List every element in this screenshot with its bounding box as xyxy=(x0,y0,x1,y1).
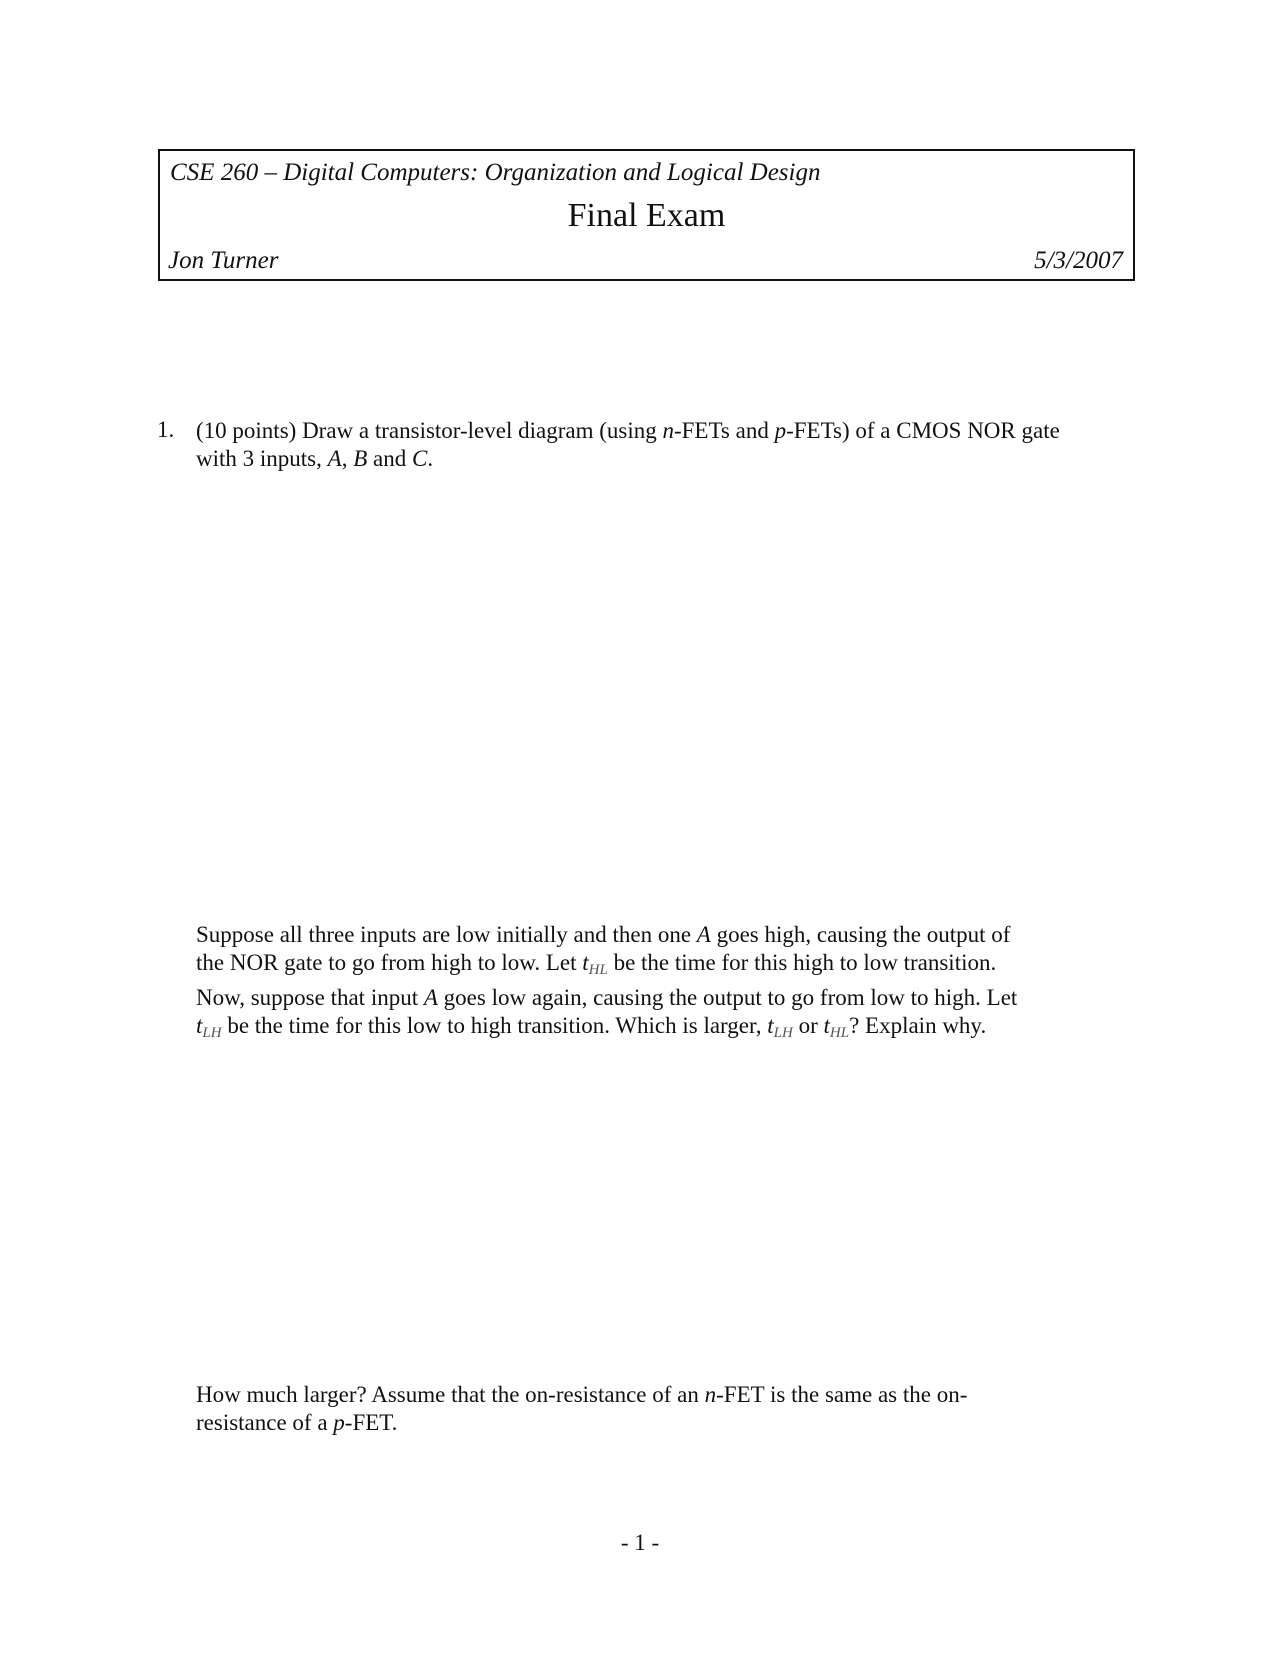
question-1-part-2: Suppose all three inputs are low initially and then one A goes high, causing the output of the NOR gate to go from high to low. Let $t_{HL}$ be the time for this high to low transition. Now, suppose that input A goes low again, causing the output to go from low to high. Let $t_{LH}$ be the time for this low to high transition. Which is larger, $t_{LH}$ or $t_{HL}$? Explain why. xyxy=(196,922,1018,1041)
page-number: - 1 - xyxy=(620,1530,660,1555)
question-number: 1. xyxy=(157,417,175,442)
question-points: (10 points) xyxy=(196,418,297,443)
exam-header-box xyxy=(158,149,1135,281)
exam-title: Final Exam xyxy=(567,197,726,234)
author-name: Jon Turner xyxy=(168,247,279,274)
question-1-part-3: How much larger? Assume that the on-resistance of an n-FET is the same as the on- resistance of a p-FET. xyxy=(196,1382,968,1435)
exam-date: 5/3/2007 xyxy=(1034,247,1123,274)
course-title: CSE 260 – Digital Computers: Organization and Logical Design xyxy=(170,159,821,186)
question-1-prompt: (10 points) Draw a transistor-level diagram (using n-FETs and p-FETs) of a CMOS NOR gate with 3 inputs, A, B and C. xyxy=(196,418,1060,471)
